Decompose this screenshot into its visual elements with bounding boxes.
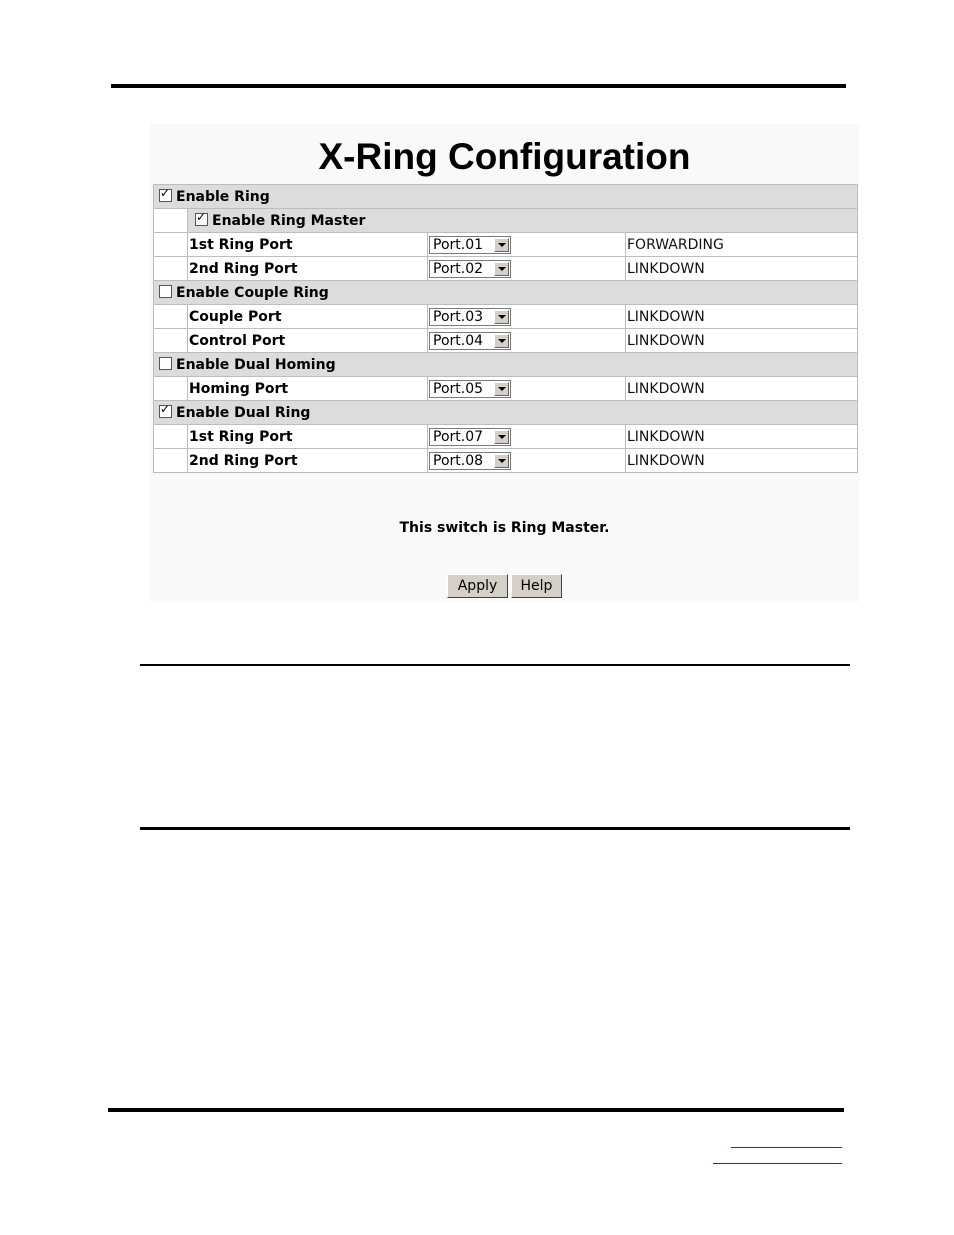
enable-couple-ring-checkbox[interactable] <box>159 285 172 298</box>
chevron-down-icon[interactable] <box>494 430 509 444</box>
dual-ring-port-1-label: 1st Ring Port <box>188 425 428 449</box>
chevron-down-icon[interactable] <box>494 382 509 396</box>
homing-port-status: LINKDOWN <box>626 377 858 401</box>
chevron-down-icon[interactable] <box>494 454 509 468</box>
homing-port-select[interactable] <box>429 380 511 398</box>
dual-ring-port-1-select[interactable] <box>429 428 511 446</box>
dual-ring-port-2-value: Port.08 <box>433 452 484 469</box>
couple-port-select[interactable] <box>429 308 511 326</box>
enable-dual-ring-label: Enable Dual Ring <box>176 404 311 421</box>
dual-ring-port-2-select[interactable] <box>429 452 511 470</box>
row-enable-couple-ring <box>154 281 858 305</box>
chevron-down-icon[interactable] <box>494 238 509 252</box>
row-enable-dual-homing <box>154 353 858 377</box>
chevron-down-icon[interactable] <box>494 334 509 348</box>
row-ring-port-2 <box>154 257 858 281</box>
ring-port-2-select[interactable] <box>429 260 511 278</box>
chevron-down-icon[interactable] <box>494 262 509 276</box>
dual-ring-port-2-label: 2nd Ring Port <box>188 449 428 473</box>
enable-ring-label: Enable Ring <box>176 188 270 205</box>
ring-port-2-status: LINKDOWN <box>626 257 858 281</box>
control-port-value: Port.04 <box>433 332 484 349</box>
enable-ring-master-checkbox[interactable] <box>195 213 208 226</box>
ring-port-1-status: FORWARDING <box>626 233 858 257</box>
row-dual-ring-port-2 <box>154 449 858 473</box>
footer-rule <box>108 1108 844 1112</box>
row-ring-port-1 <box>154 233 858 257</box>
divider-rule-1 <box>140 664 850 666</box>
enable-dual-homing-label: Enable Dual Homing <box>176 356 336 373</box>
ring-port-2-value: Port.02 <box>433 260 484 277</box>
control-port-label: Control Port <box>188 329 428 353</box>
top-rule <box>111 84 846 88</box>
enable-couple-ring-label: Enable Couple Ring <box>176 284 329 301</box>
enable-dual-ring-checkbox[interactable] <box>159 405 172 418</box>
ring-port-2-label: 2nd Ring Port <box>188 257 428 281</box>
homing-port-label: Homing Port <box>188 377 428 401</box>
row-couple-port <box>154 305 858 329</box>
row-enable-dual-ring <box>154 401 858 425</box>
enable-dual-homing-checkbox[interactable] <box>159 357 172 370</box>
help-button[interactable]: Help <box>511 574 562 598</box>
chevron-down-icon[interactable] <box>494 310 509 324</box>
page-title: X-Ring Configuration <box>318 136 691 177</box>
row-control-port <box>154 329 858 353</box>
couple-port-status: LINKDOWN <box>626 305 858 329</box>
ring-port-1-value: Port.01 <box>433 236 484 253</box>
couple-port-label: Couple Port <box>188 305 428 329</box>
apply-button[interactable]: Apply <box>447 574 508 598</box>
row-homing-port <box>154 377 858 401</box>
row-dual-ring-port-1 <box>154 425 858 449</box>
ring-port-1-label: 1st Ring Port <box>188 233 428 257</box>
footer-link-underline-2[interactable] <box>713 1163 842 1164</box>
dual-ring-port-1-status: LINKDOWN <box>626 425 858 449</box>
xring-config-table <box>153 184 858 473</box>
footer-link-underline-1[interactable] <box>731 1147 842 1148</box>
homing-port-value: Port.05 <box>433 380 484 397</box>
control-port-status: LINKDOWN <box>626 329 858 353</box>
ring-port-1-select[interactable] <box>429 236 511 254</box>
ring-status-message: This switch is Ring Master. <box>399 520 610 536</box>
row-enable-ring <box>154 185 858 209</box>
divider-rule-2 <box>140 827 850 830</box>
control-port-select[interactable] <box>429 332 511 350</box>
enable-ring-master-label: Enable Ring Master <box>212 212 366 229</box>
dual-ring-port-2-status: LINKDOWN <box>626 449 858 473</box>
dual-ring-port-1-value: Port.07 <box>433 428 484 445</box>
row-enable-ring-master <box>154 209 858 233</box>
xring-panel <box>150 124 859 602</box>
enable-ring-checkbox[interactable] <box>159 189 172 202</box>
couple-port-value: Port.03 <box>433 308 484 325</box>
